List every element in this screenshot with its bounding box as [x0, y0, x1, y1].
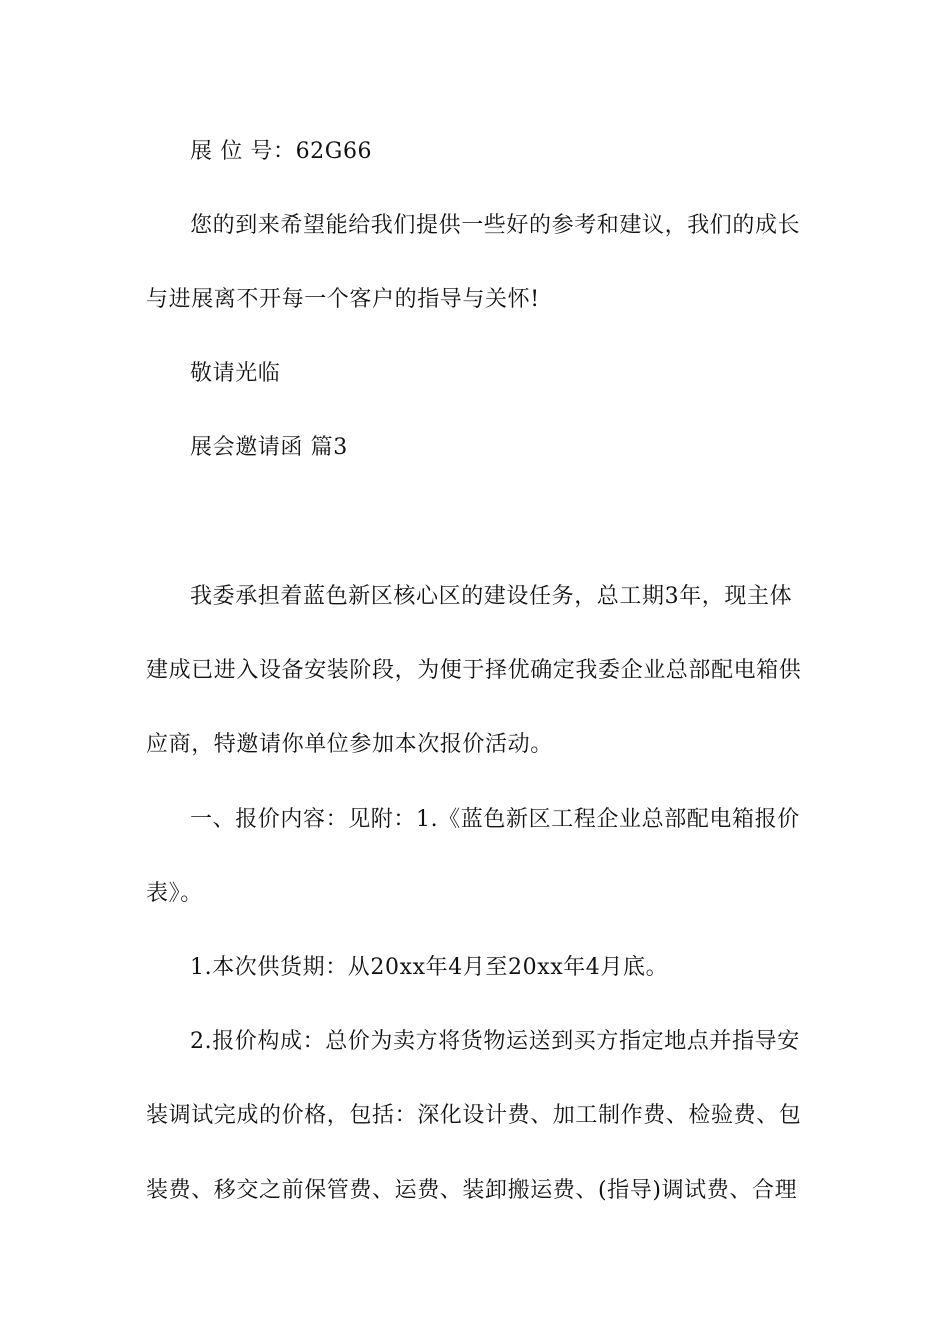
booth-number-line: 展 位 号：62G66: [190, 139, 373, 164]
closing-line: 敬请光临: [190, 361, 281, 386]
paragraph-line: 2.报价构成：总价为卖方将货物运送到买方指定地点并指导安: [190, 1029, 800, 1054]
section-heading: 展会邀请函 篇3: [190, 435, 348, 460]
paragraph-line: 装费、移交之前保管费、运费、装卸搬运费、(指导)调试费、合理: [146, 1178, 798, 1203]
paragraph-line: 您的到来希望能给我们提供一些好的参考和建议，我们的成长: [190, 213, 801, 238]
paragraph-line: 装调试完成的价格，包括：深化设计费、加工制作费、检验费、包: [146, 1103, 802, 1128]
paragraph-line: 1.本次供货期：从20xx年4月至20xx年4月底。: [190, 955, 669, 980]
paragraph-line: 与进展离不开每一个客户的指导与关怀!: [146, 287, 540, 312]
paragraph-line: 我委承担着蓝色新区核心区的建设任务，总工期3年，现主体: [190, 584, 793, 609]
paragraph-line: 一、报价内容：见附：1.《蓝色新区工程企业总部配电箱报价: [190, 807, 800, 832]
paragraph-line: 表》。: [146, 881, 203, 906]
paragraph-line: 应商，特邀请你单位参加本次报价活动。: [146, 732, 553, 757]
paragraph-line: 建成已进入设备安装阶段，为便于择优确定我委企业总部配电箱供: [146, 658, 802, 683]
